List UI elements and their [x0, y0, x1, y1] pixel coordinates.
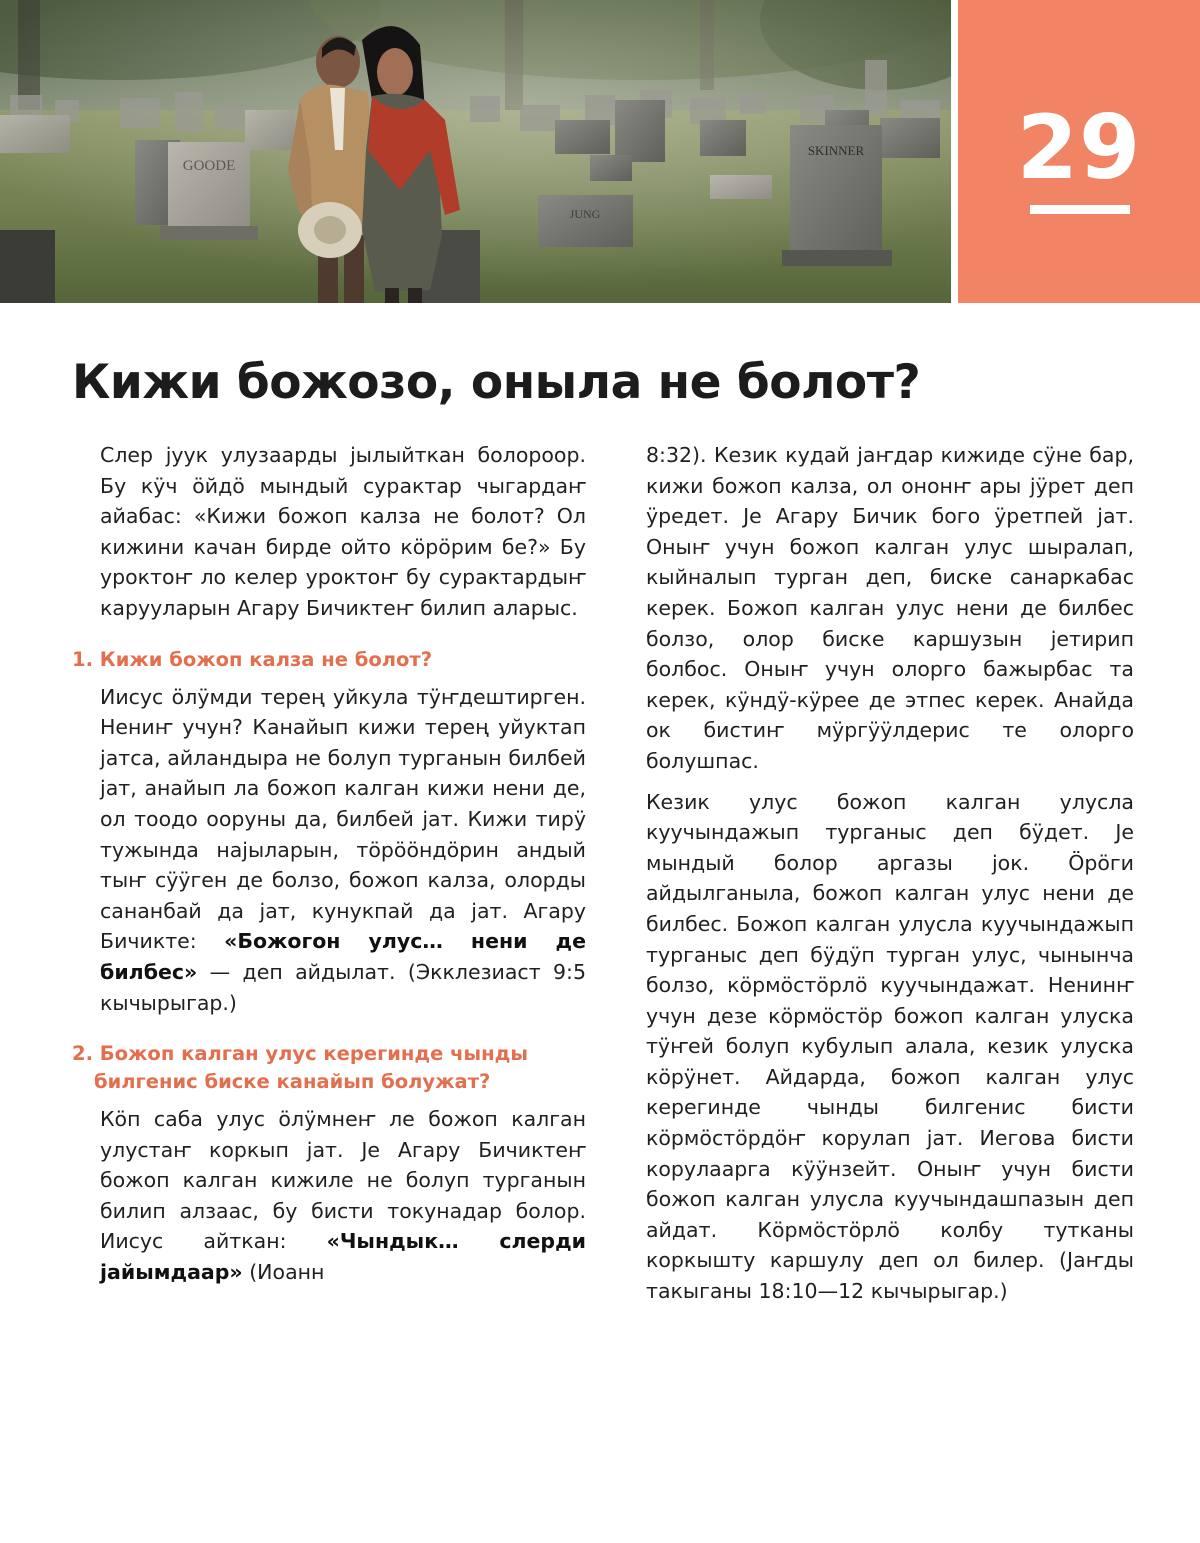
question-1-answer: [72, 682, 586, 1019]
lesson-number: 29: [1016, 96, 1142, 199]
cemetery-illustration: [0, 0, 951, 303]
question-2-paragraph-2: Кезик улус божоп калган улусла куучындажып турганыс деп бӱдет. Је мындый болор аргазы јок. Ӧрӧги айдылганыла, божоп калган улус нени де билбес. Божоп калган улусла куучындажып турганыс деп бӱдӱп турган улус, чынынча болзо, кӧрмӧстӧрлӧ куучындажат. Ненинҥ учун дезе кӧрмӧстӧр божоп калган улуска тӱҥей болуп кубулып алала, кезик улуска кӧрӱнет. Айдарда, божоп калган улус керегинде чынды билгенис бисти кӧрмӧстӧрдӧҥ корулап јат. Иегова бисти корулаарга кӱӱнзейт. Оныҥ учун бисти божоп калган улусла куучындашпазын деп айдат. Кӧрмӧстӧрлӧ колбу тутканы коркышту каршулу деп ол билер. (Јаҥды такыганы 18:10—12 кычырыгар.): [646, 789, 1134, 1304]
question-2-paragraph: [100, 1104, 586, 1288]
intro-paragraph: Слер јуук улузаарды јылыйткан болороор. Бу кӱч ӧйдӧ мындый сурактар чыгардаҥ айабас: «Кижи божоп калза не болот? Ол кижини качан бирде ойто кӧрӧрим бе?» Бу уроктоҥ ло келер уроктоҥ бу сурактардыҥ карууларын Агару Бичиктеҥ билип аларыс.: [100, 443, 586, 620]
question-1-quote: «Божогон улус… нени де билбес»: [100, 929, 586, 984]
lesson-number-badge: [958, 0, 1200, 303]
lesson-number-underline: [1030, 205, 1130, 214]
question-2-quote: «Чындык… слерди јайымдаар»: [100, 1229, 586, 1285]
question-2-paragraph-continued: 8:32). Кезик кудай јаҥдар кижиде сӱне бар, кижи божоп калза, ол ононҥ ары јӱрет деп ӱредет. Је Агару Бичик бого ӱретпей јат. Оныҥ учун божоп калган улус шыралап, кыйналып турган деп, биске санаркабас керек. Божоп калган улус нени де билбес болзо, олор биске каршузын јетирип болбос. Оныҥ учун олорго бажырбас та керек, кӱндӱ-кӱрее де этпес керек. Анайда ок бистиҥ мӱргӱӱлдерис те олорго болушпас.: [646, 443, 1134, 773]
header-photo: [0, 0, 951, 303]
question-2-text-post-start: (Иоанн: [242, 1260, 325, 1285]
question-1-paragraph: [100, 682, 586, 1019]
question-2-answer: [72, 1104, 586, 1288]
stone-center-inscription: JUNG: [569, 207, 601, 221]
stone-right-inscription: SKINNER: [807, 143, 865, 158]
right-column: [646, 440, 1134, 1317]
left-column: [72, 440, 586, 1288]
question-2-heading: 2. Божоп калган улус керегинде чынды билгенис биске канайып болужат?: [72, 1042, 529, 1094]
question-1-heading: 1. Кижи божоп калза не болот?: [72, 647, 433, 671]
question-2-text-pre: Кӧп саба улус ӧлӱмнеҥ ле божоп калган улустаҥ коркып јат. Је Агару Бичиктеҥ божоп калган кижиле не болуп турганын билип алзаас, бу бисти токунадар болор. Иисус айткан:: [100, 1107, 586, 1254]
stone-left-inscription: GOODE: [182, 158, 236, 174]
page-title: Кижи божозо, оныла не болот?: [72, 355, 921, 410]
question-1-text-post: — деп айдылат. (Экклезиаст 9:5 кычырыгар.): [100, 959, 586, 1015]
question-1-text-pre: Иисус ӧлӱмди терең уйкула тӱҥдештирген. Нениҥ учун? Канайып кижи терең уйуктап јатса, айландыра не болуп турганын билбей јат, анайып ла божоп калган кижи нени де, ол тоодо ооруны да, билбей јат. Кижи тирӱ тужында најыларын, тӧрӧӧндӧрин андый тыҥ сӱӱген де болзо, божоп калза, олорды сананбай да јат, кунукпай да јат. Агару Бичикте:: [100, 684, 586, 954]
